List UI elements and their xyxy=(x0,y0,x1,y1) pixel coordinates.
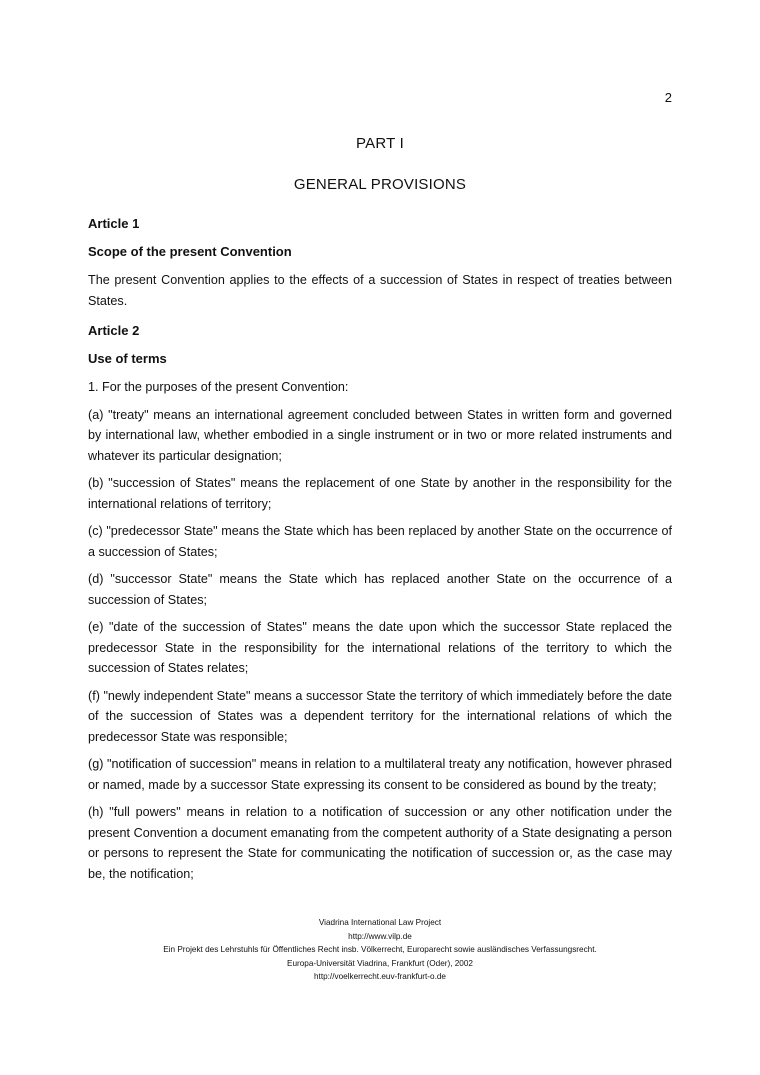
section-title: GENERAL PROVISIONS xyxy=(293,176,467,193)
footer-project-name: Viadrina International Law Project xyxy=(318,918,442,927)
definition-item: (h) "full powers" means in relation to a notification of succession or any other notification under the present Convention a document emanating from the competent authority of a State designating a person or persons to represent the State for communicating the notification of succession or, as the case may be, the notification; xyxy=(88,805,672,881)
article-1-subheading: Scope of the present Convention xyxy=(88,244,292,259)
footer-chair-url[interactable]: http://voelkerrecht.euv-frankfurt-o.de xyxy=(314,972,446,981)
page-footer xyxy=(0,916,760,984)
definition-item: (b) "succession of States" means the replacement of one State by another in the responsibility for the international relations of territory; xyxy=(88,476,672,511)
definition-item: (c) "predecessor State" means the State which has been replaced by another State on the occurrence of a succession of States; xyxy=(88,524,672,559)
page-number: 2 xyxy=(664,90,672,105)
article-2-heading: Article 2 xyxy=(88,323,140,338)
article-1-heading: Article 1 xyxy=(88,216,140,231)
definition-item: (d) "successor State" means the State which has replaced another State on the occurrence of a succession of States; xyxy=(88,572,672,607)
article-2-subheading: Use of terms xyxy=(88,351,167,366)
article-2-intro: 1. For the purposes of the present Convention: xyxy=(88,380,349,394)
footer-chair-description: Ein Projekt des Lehrstuhls für Öffentliches Recht insb. Völkerrecht, Europarecht sowie ausländisches Verfassungsrecht. xyxy=(163,945,597,954)
part-title: PART I xyxy=(356,135,404,152)
definition-item: (f) "newly independent State" means a successor State the territory of which immediately before the date of the succession of States was a dependent territory for the international relations of which the predecessor State was responsible; xyxy=(88,688,672,744)
footer-university: Europa-Universität Viadrina, Frankfurt (Oder), 2002 xyxy=(287,958,473,968)
definition-item: (a) "treaty" means an international agreement concluded between States in written form and governed by international law, whether embodied in a single instrument or in two or more related instruments and whatever its particular designation; xyxy=(88,407,672,463)
definition-item: (g) "notification of succession" means in relation to a multilateral treaty any notification, however phrased or named, made by a successor State expressing its consent to be considered as bound by the treaty; xyxy=(88,757,672,792)
definition-item: (e) "date of the succession of States" means the date upon which the successor State replaced the predecessor State in the responsibility for the international relations of the territory to which the succession of States relates; xyxy=(88,620,672,675)
article-1-text: The present Convention applies to the effects of a succession of States in respect of treaties between States. xyxy=(88,273,672,308)
document-body xyxy=(88,135,672,891)
footer-project-url[interactable]: http://www.vilp.de xyxy=(348,931,412,941)
